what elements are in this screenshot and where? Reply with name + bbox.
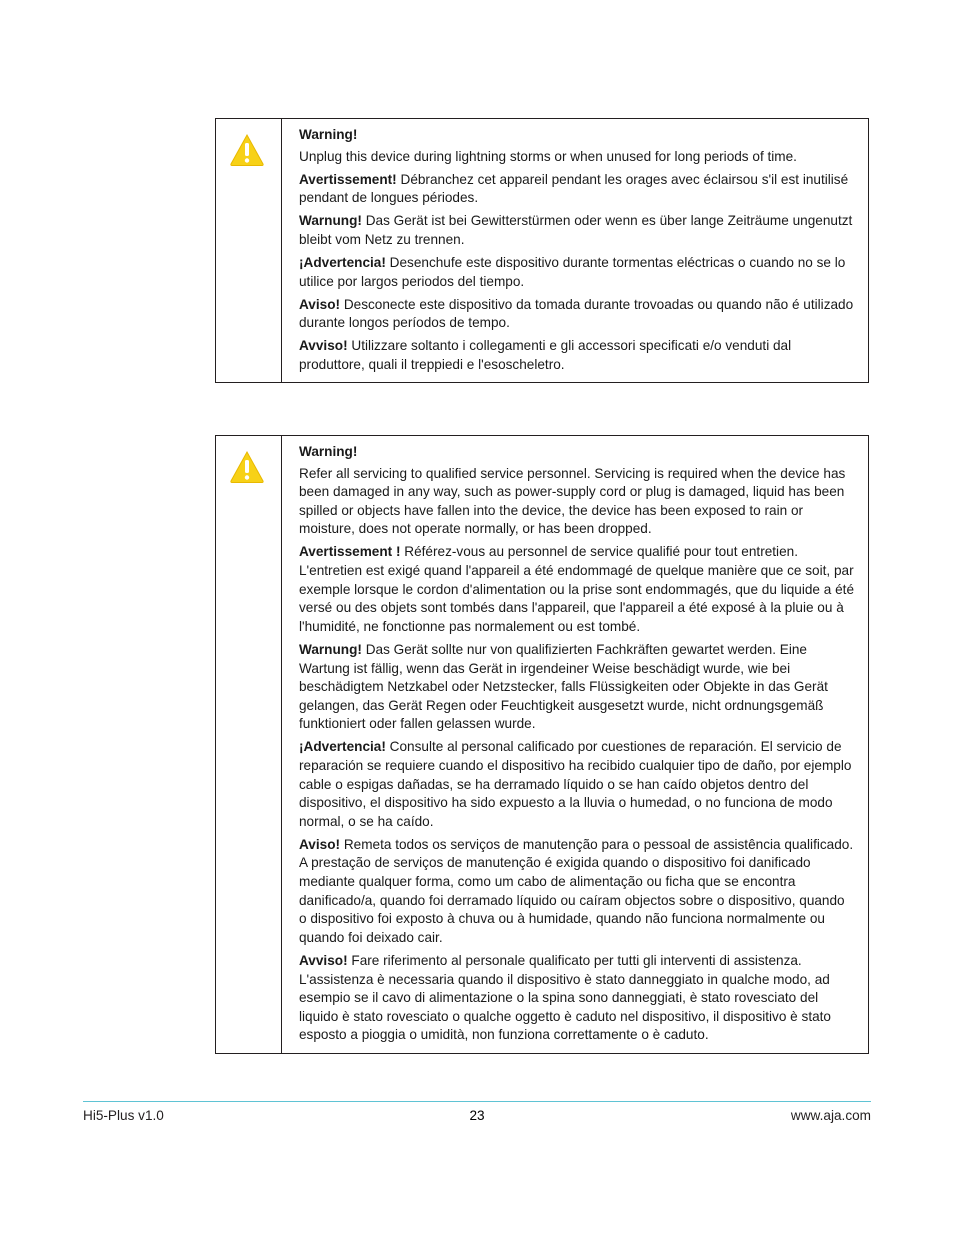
warning-title: Warning! — [299, 127, 358, 142]
warning-icon-cell — [216, 119, 282, 382]
paragraph-lead: Warnung! — [299, 213, 362, 229]
footer-rule — [83, 1101, 871, 1102]
warning-paragraph-pt — [299, 836, 854, 948]
paragraph-lead: Avviso! — [299, 338, 348, 354]
paragraph-text: Das Gerät sollte nur von qualifizierten Fachkräften gewartet werden. Eine Wartung ist fällig, wenn das Gerät in irgendeiner Weise beschädigt wurde, wie bei beschädigtem Netzkabel oder Netzstecker, falls Flüssigkeiten oder Objekte in das Gerät gelangen, das Gerät Regen oder Feuchtigkeit ausgesetzt wurde, nicht ordnungsgemäß funktioniert oder fallen gelassen wurde. — [299, 641, 828, 732]
warning-text-cell — [282, 119, 868, 382]
warning-paragraph-de — [299, 641, 854, 734]
warning-paragraph-it — [299, 952, 854, 1045]
warning-paragraph-fr — [299, 171, 854, 208]
footer-website-link[interactable]: www.aja.com — [790, 1108, 871, 1123]
paragraph-text: Remeta todos os serviços de manutenção para o pessoal de assistência qualificado. A prestação de serviços de manutenção é exigida quando o dispositivo foi danificado mediante qualquer forma, como um cabo de alimentação ou ficha que se encontra danificado/a, quando foi derramado líquido ou caíram objectos sobre o dispositivo, quando o dispositivo foi exposto à chuva ou à humidade, quando não funciona normalmente ou quando foi deixado cair. — [299, 836, 854, 945]
warning-triangle-icon — [229, 450, 265, 484]
paragraph-text: Desconecte este dispositivo da tomada durante trovoadas ou quando não é utilizado durante longos períodos de tempo. — [299, 296, 854, 331]
paragraph-lead: ¡Advertencia! — [299, 255, 386, 271]
warning-text-cell — [282, 436, 868, 1053]
paragraph-lead: Aviso! — [299, 296, 341, 312]
warning-paragraph-de — [299, 212, 854, 249]
paragraph-lead: Avviso! — [299, 952, 348, 968]
paragraph-lead: Avertissement! — [299, 171, 397, 187]
page-number: 23 — [469, 1108, 485, 1123]
paragraph-text: Das Gerät ist bei Gewitterstürmen oder wenn es über lange Zeiträume ungenutzt bleibt vom Netz zu trennen. — [299, 213, 853, 247]
warning-paragraph-fr — [299, 543, 854, 636]
footer-product-version: Hi5-Plus v1.0 — [83, 1108, 164, 1123]
warning-paragraph-es — [299, 738, 854, 831]
warning-box-servicing — [215, 435, 869, 1054]
warning-intro: Unplug this device during lightning storms or when unused for long periods of time. — [299, 148, 797, 164]
paragraph-text: Utilizzare soltanto i collegamenti e gli accessori specificati e/o venduti dal produttore, quali il treppiedi e l'esoscheletro. — [299, 338, 792, 373]
paragraph-lead: Warnung! — [299, 641, 362, 657]
paragraph-text: Fare riferimento al personale qualificato per tutti gli interventi di assistenza. L'assistenza è necessaria quando il dispositivo è stato danneggiato in qualche modo, ad esempio se il cavo di alimentazione o la spina sono danneggiati, è stato rovesciato del liquido è stato rovesciato o qualche oggetto è caduto nel dispositivo, il dispositivo è stato esposto a pioggia o umidità, non funziona correttamente o è caduto. — [299, 952, 831, 1043]
warning-triangle-icon — [229, 133, 265, 167]
warning-paragraph-es — [299, 254, 854, 291]
warning-title: Warning! — [299, 444, 358, 459]
warning-icon-cell — [216, 436, 282, 1053]
paragraph-lead: ¡Advertencia! — [299, 739, 386, 755]
paragraph-text: Débranchez cet appareil pendant les orages avec éclairsou s'il est inutilisé pendant de longues périodes. — [299, 171, 849, 206]
paragraph-lead: Avertissement ! — [299, 544, 401, 560]
paragraph-text: Desenchufe este dispositivo durante tormentas eléctricas o cuando no se lo utilice por largos periodos del tiempo. — [299, 255, 846, 289]
paragraph-text: Consulte al personal calificado por cuestiones de reparación. El servicio de reparación se requiere cuando el dispositivo ha recibido cualquier tipo de daño, por ejemplo cable o espigas dañadas, se ha derramado líquido o se han caído objetos dentro del dispositivo, el dispositivo ha sido expuesto a la lluvia o humedad, o no funciona de modo normal, o se ha caído. — [299, 739, 852, 829]
warning-intro: Refer all servicing to qualified service personnel. Servicing is required when the device has been damaged in any way, such as power-supply cord or plug is damaged, liquid has been spilled or objects have fallen into the device, the device has been exposed to rain or moisture, does not operate normally, or has been dropped. — [299, 465, 846, 537]
paragraph-text: Référez-vous au personnel de service qualifié pour tout entretien. L'entretien est exigé quand l'appareil a été endommagé de quelque manière que ce soit, par exemple lorsque le cordon d'alimentation ou la prise sont endommagés, que du liquide a été versé ou des objets sont tombés dans l'appareil, que l'appareil a été exposé à la pluie ou à l'humidité, ne fonctionne pas normalement ou est tombé. — [299, 544, 855, 634]
warning-paragraph-pt — [299, 296, 854, 333]
paragraph-lead: Aviso! — [299, 836, 341, 852]
warning-box-power — [215, 118, 869, 383]
warning-paragraph-it — [299, 337, 854, 374]
